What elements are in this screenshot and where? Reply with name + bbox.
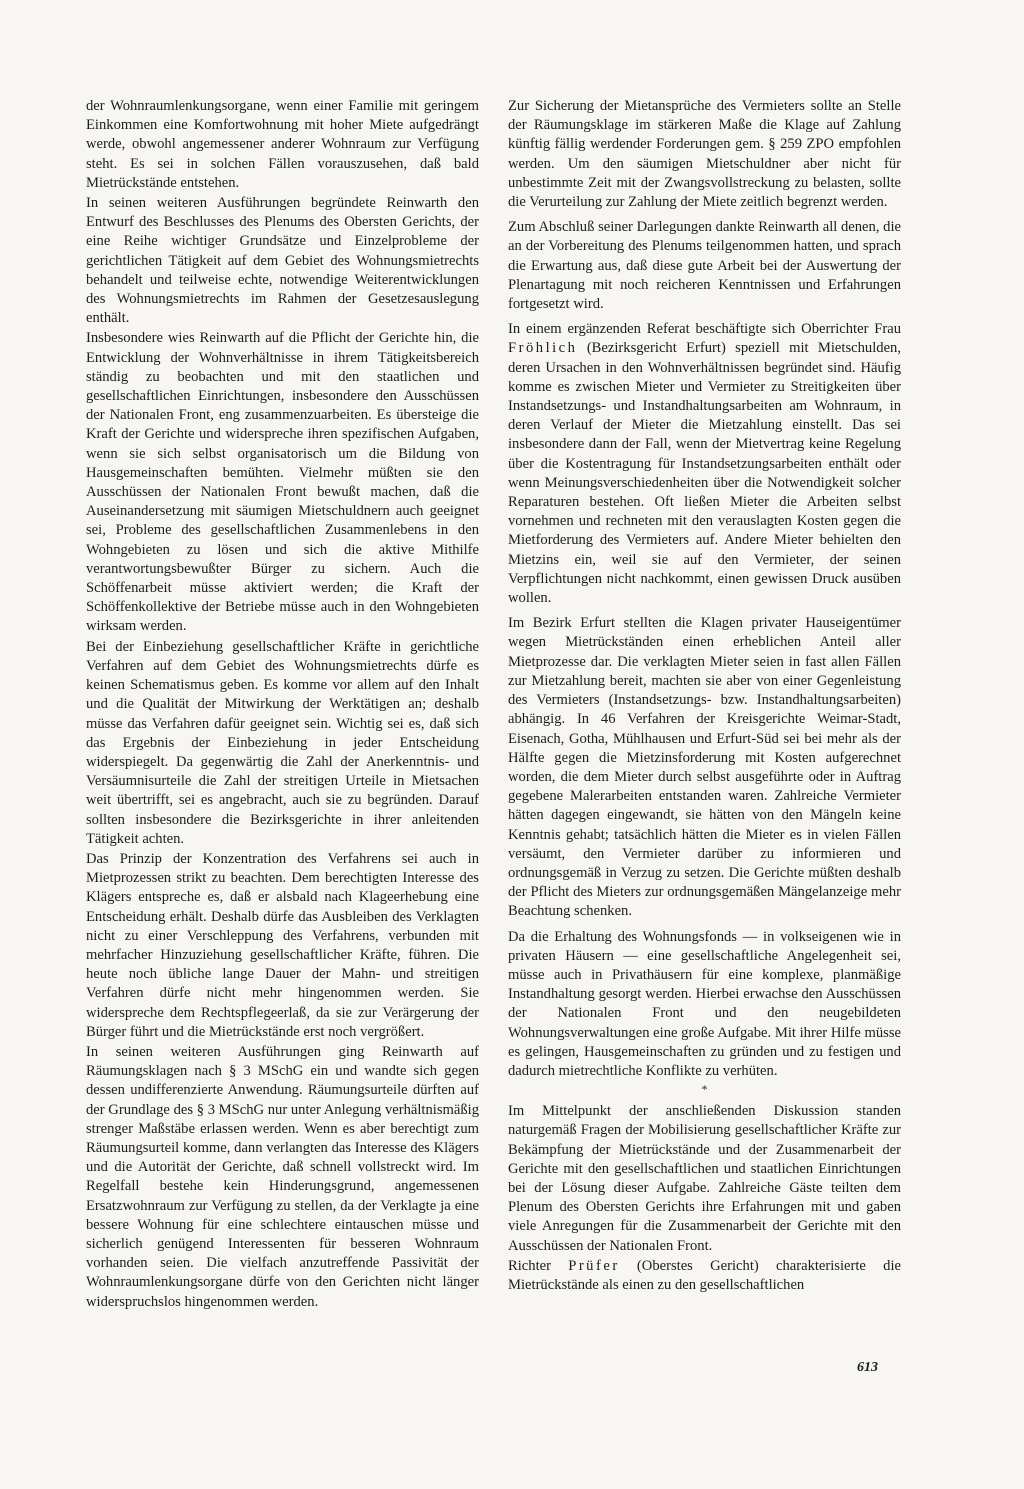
paragraph: Zum Abschluß seiner Darlegungen dankte Reinwarth all denen, die an der Vorbereitung des Plenums teilgenommen hatten, und sprach die Erwartung aus, daß diese gute Arbeit bei der Auswertung der Plenartagung mit noch reicheren Kenntnissen und Erfahrungen fortgesetzt wird. xyxy=(508,219,901,313)
text-run: (Oberstes Gericht) charakterisierte die Mietrückstände als einen zu den gesellschaftlichen xyxy=(508,1257,901,1293)
paragraph: Das Prinzip der Konzentration des Verfahrens sei auch in Mietprozessen strikt zu beachten. Dem berechtigten Interesse des Klägers entspreche es, daß er alsbald nach Klageerhebung eine Entscheidung erhält. Deshalb dürfe das Ausbleiben des Verklagten nicht zu einer Verschleppung des Verfahrens, verbunden mit mehrfacher Hinzuziehung gesellschaftlicher Kräfte, führen. Die heute noch übliche lange Dauer der Mahn- und streitigen Verfahren dürfe nicht mehr hingenommen werden. Sie widerspreche dem Rechtspflegeerlaß, da sie zur Verärgerung der Bürger führt und die Mietrückstände erst noch vergrößert. xyxy=(86,850,479,1040)
text-run: In einem ergänzenden Referat beschäftigte sich Oberrichter Frau xyxy=(508,321,901,338)
asterisk: * xyxy=(701,1082,708,1097)
paragraph: Insbesondere wies Reinwarth auf die Pflicht der Gerichte hin, die Entwicklung der Wohnverhältnisse in ihrem Tätigkeitsbereich ständig zu beobachten und mit den staatlichen und gesellschaftlichen Einrichtungen, insbesondere den Ausschüssen der Nationalen Front, eng zusammenzuarbeiten. Es übersteige die Kraft der Gerichte und widerspreche ihren spezifischen Aufgaben, wenn sie sich selbst organisatorisch um die Bildung von Hausgemeinschaften bemühten. Vielmehr müßten sie den Ausschüssen der Nationalen Front bewußt machen, daß die Auseinandersetzung mit säumigen Mietschuldnern auch geeignet sei, Probleme des gesellschaftlichen Zusammenlebens in den Wohngebieten zu lösen und sich die aktive Mithilfe verantwortungsbewußter Bürger zu sichern. Auch die Schöffenarbeit müsse aktiviert werden; die Kraft der Schöffenkollektive der Betriebe müsse auch in den Wohngebieten wirksam werden. xyxy=(86,330,479,635)
section-separator xyxy=(508,1082,901,1096)
paragraph: Im Mittelpunkt der anschließenden Diskussion standen naturgemäß Fragen der Mobilisierung gesellschaftlicher Kräfte zur Bekämpfung der Mietrückstände und der Zusammenarbeit der Gerichte mit den gesellschaftlichen und staatlichen Einrichtungen bei der Lösung dieser Aufgabe. Zahlreiche Gäste teilten dem Plenum des Obersten Gerichts ihre Erfahrungen mit und gaben viele Anregungen für die Zusammenarbeit der Gerichte mit den Ausschüssen der Nationalen Front. xyxy=(508,1103,901,1254)
right-column xyxy=(508,97,901,1296)
left-column xyxy=(86,97,479,1313)
paragraph: Bei der Einbeziehung gesellschaftlicher Kräfte in gerichtliche Verfahren auf dem Gebiet des Wohnungsmietrechts dürfe es keinen Schematismus geben. Es komme vor allem auf den Inhalt und die Qualität der Mitwirkung der Werktätigen an; deshalb müsse das Verfahren dafür geeignet sein. Wichtig sei es, daß sich das Ergebnis der Einbeziehung in jeder Entscheidung widerspiegelt. Da gegenwärtig die Zahl der Anerkenntnis- und Versäumnisurteile die Zahl der streitigen Urteile in Mietsachen weit übertrifft, sei es angebracht, auch sie zu begründen. Darauf sollten insbesondere die Bezirksgerichte in ihrer anleitenden Tätigkeit achten. xyxy=(86,638,479,847)
paragraph-pruefer xyxy=(508,1257,901,1295)
page-number: 613 xyxy=(857,1360,878,1375)
text-run: Richter xyxy=(508,1257,569,1274)
spaced-name: Prüfer xyxy=(568,1257,620,1274)
spaced-name: Fröhlich xyxy=(508,340,578,357)
paragraph: Da die Erhaltung des Wohnungsfonds — in volkseigenen wie in privaten Häusern — eine gesellschaftliche Angelegenheit sei, müsse auch in Privathäusern für eine komplexe, planmäßige Instandhaltung gesorgt werden. Hierbei erwachse den Ausschüssen der Nationalen Front und den neugebildeten Wohnungsverwaltungen eine große Aufgabe. Mit ihrer Hilfe müsse es gelingen, Hausgemeinschaften zu gründen und zu festigen und dadurch mietrechtliche Konflikte zu verhüten. xyxy=(508,928,901,1079)
paragraph-froehlich xyxy=(508,320,901,608)
paragraph: Im Bezirk Erfurt stellten die Klagen privater Hauseigentümer wegen Mietrückständen einen erheblichen Anteil aller Mietprozesse dar. Die verklagten Mieter seien in fast allen Fällen zur Mietzahlung bereit, machten sie aber von einer Gegenleistung des Vermieters (Instandsetzungs- bzw. Instandhaltungsarbeiten) abhängig. In 46 Verfahren der Kreisgerichte Weimar-Stadt, Eisenach, Gotha, Mühlhausen und Erfurt-Süd sei bei mehr als der Hälfte gegen die Mietzinsforderung mit Kosten aufgerechnet worden, die dem Mieter durch selbst ausgeführte oder in Auftrag gegebene Malerarbeiten entstanden waren. Zahlreiche Vermieter hätten dagegen eingewandt, sie hätten von den Mängeln keine Kenntnis gehabt; tatsächlich hätten die Mieter es in vielen Fällen versäumt, den Vermieter darüber zu informieren und ordnungsgemäß in Verzug zu setzen. Die Gerichte müßten deshalb der Pflicht des Mieters zur ordnungsgemäßen Mängelanzeige mehr Beachtung schenken. xyxy=(508,615,901,920)
text-run: (Bezirksgericht Erfurt) speziell mit Mietschulden, deren Ursachen in den Wohnverhältnissen begründet sind. Häufig komme es zwischen Mieter und Vermieter zu Streitigkeiten über Instandsetzungs- und Instandhaltungsarbeiten am Wohnraum, in deren Verlauf der Mieter die Mietzahlung einstellt. Das sei insbesondere dann der Fall, wenn der Mietvertrag keine Regelung über die Kostentragung für Instandsetzungsarbeiten enthält oder wenn Meinungsverschiedenheiten über die Notwendigkeit solcher Reparaturen bestehen. Oft ließen Mieter die Arbeiten selbst vornehmen und rechneten mit den verauslagten Kosten gegen die Mietforderung des Vermieters auf. Andere Mieter behielten den Mietzins ein, weil sie auf den Vermieter, der seinen Verpflichtungen nicht nachkommt, einen gewissen Druck ausüben wollen. xyxy=(508,340,901,607)
paragraph: der Wohnraumlenkungsorgane, wenn einer Familie mit geringem Einkommen eine Komfortwohnung mit hoher Miete aufgedrängt werde, obwohl angemessener anderer Wohnraum zur Verfügung steht. Es sei in solchen Fällen vorauszusehen, daß bald Mietrückstände entstehen. xyxy=(86,98,479,191)
paragraph: Zur Sicherung der Mietansprüche des Vermieters sollte an Stelle der Räumungsklage im stärkeren Maße die Klage auf Zahlung künftig fällig werdender Forderungen gem. § 259 ZPO empfohlen werden. Um den säumigen Mietschuldner aber nicht für unbestimmte Zeit mit der Zwangsvollstreckung zu belasten, sollte die Verurteilung zur Zahlung der Miete zeitlich begrenzt werden. xyxy=(508,98,901,211)
paragraph: In seinen weiteren Ausführungen begründete Reinwarth den Entwurf des Beschlusses des Plenums des Obersten Gerichts, der eine Reihe wichtiger Grundsätze und Einzelprobleme der gerichtlichen Tätigkeit auf dem Gebiet des Wohnungsmietrechts behandelt und teilweise echte, notwendige Weiterentwicklungen des Wohnungsmietrechts im Rahmen der Gesetzesauslegung enthält. xyxy=(86,195,479,327)
paragraph: In seinen weiteren Ausführungen ging Reinwarth auf Räumungsklagen nach § 3 MSchG ein und wandte sich gegen dessen undifferenzierte Anwendung. Räumungsurteile dürften auf der Grundlage des § 3 MSchG nur unter Anlegung verhältnismäßig strenger Maßstäbe erlassen werden. Wenn es aber berechtigt zum Räumungsurteil komme, dann verlangten das Interesse des Klägers und die Autorität der Gerichte, daß schnell vollstreckt wird. Im Regelfall bestehe kein Hinderungsgrund, angemessenen Ersatzwohnraum zur Verfügung zu stellen, da der Verklagte ja eine bessere Wohnung für eine schlechtere eintauschen müsse und sicherlich genügend Interessenten für besseren Wohnraum vorhanden seien. Die vielfach anzutreffende Passivität der Wohnraumlenkungsorgane dürfe von den Gerichten nicht länger widerspruchslos hingenommen werden. xyxy=(86,1043,479,1310)
